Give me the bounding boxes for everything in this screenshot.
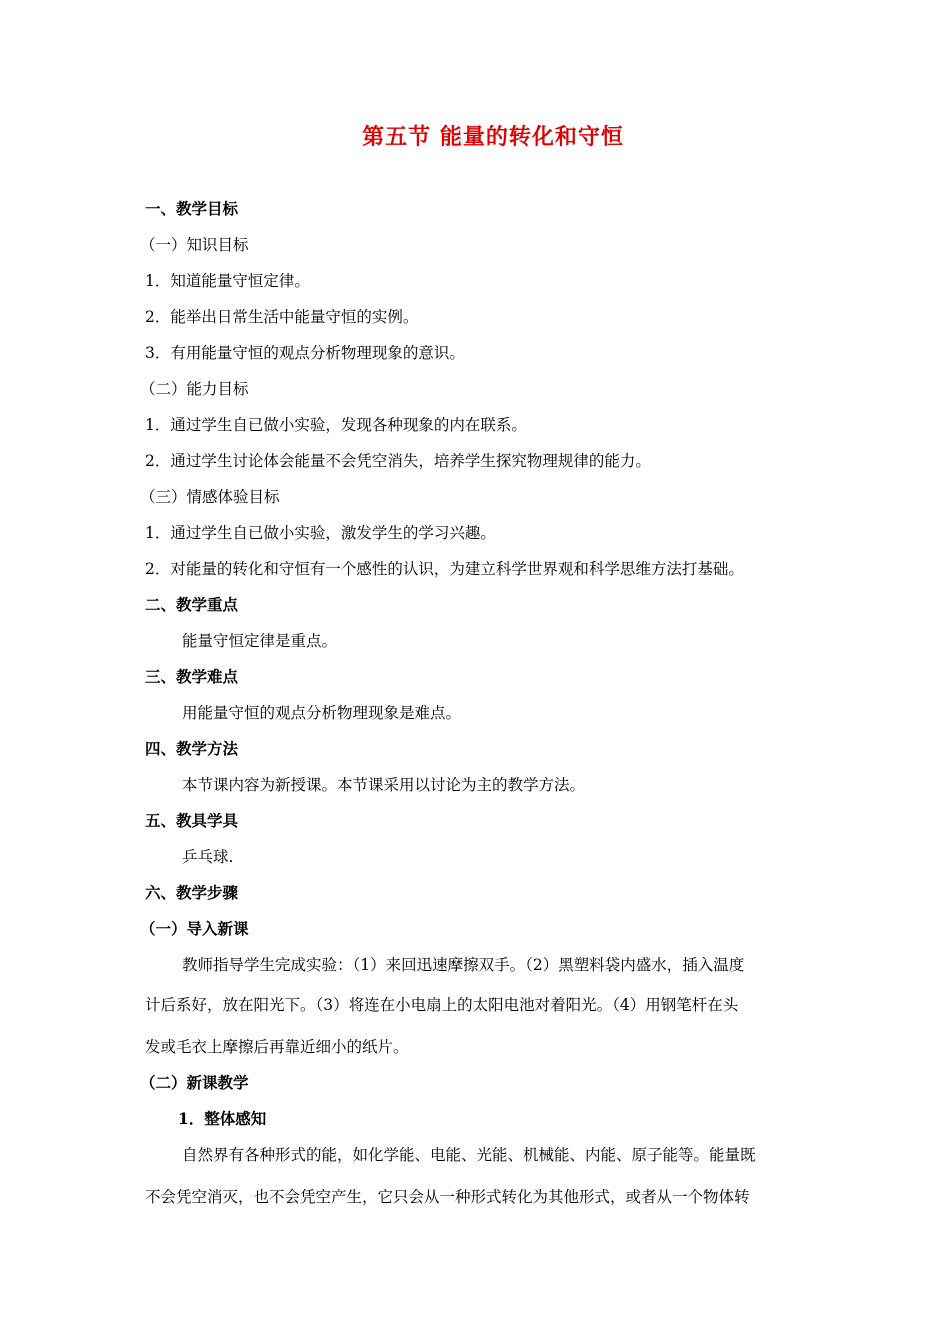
subheading-new-lesson: （二）新课教学 bbox=[140, 1073, 249, 1092]
list-item: 1．通过学生自已做小实验，激发学生的学习兴趣。 bbox=[145, 524, 496, 542]
list-item: 1．通过学生自已做小实验，发现各种现象的内在联系。 bbox=[145, 416, 527, 434]
paragraph: 能量守恒定律是重点。 bbox=[182, 632, 338, 650]
list-item: 2．对能量的转化和守恒有一个感性的认识，为建立科学世界观和科学思维方法打基础。 bbox=[145, 560, 744, 578]
subheading-overall-perception: 1．整体感知 bbox=[178, 1109, 267, 1128]
paragraph-line: 教师指导学生完成实验：（1）来回迅速摩擦双手。（2）黑塑料袋内盛水，插入温度 bbox=[182, 956, 745, 974]
paragraph: 本节课内容为新授课。本节课采用以讨论为主的教学方法。 bbox=[182, 776, 586, 794]
heading-teaching-aids: 五、教具学具 bbox=[145, 811, 239, 830]
paragraph: 乒乓球. bbox=[182, 848, 234, 866]
page-title: 第五节 能量的转化和守恒 bbox=[362, 124, 624, 150]
list-item: 3．有用能量守恒的观点分析物理现象的意识。 bbox=[145, 344, 465, 362]
subheading-introduction: （一）导入新课 bbox=[140, 919, 249, 938]
paragraph-line: 计后系好，放在阳光下。（3）将连在小电扇上的太阳电池对着阳光。（4）用钢笔杆在头 bbox=[145, 996, 739, 1014]
paragraph-line: 发或毛衣上摩擦后再靠近细小的纸片。 bbox=[145, 1038, 409, 1056]
paragraph-line: 自然界有各种形式的能，如化学能、电能、光能、机械能、内能、原子能等。能量既 bbox=[182, 1146, 756, 1164]
heading-teaching-objectives: 一、教学目标 bbox=[145, 199, 239, 218]
heading-difficult-points: 三、教学难点 bbox=[145, 667, 239, 686]
heading-key-points: 二、教学重点 bbox=[145, 595, 239, 614]
list-item: 2．通过学生讨论体会能量不会凭空消失，培养学生探究物理规律的能力。 bbox=[145, 452, 651, 470]
subheading-emotional-objectives: （三）情感体验目标 bbox=[140, 488, 280, 506]
list-item: 2．能举出日常生活中能量守恒的实例。 bbox=[145, 308, 419, 326]
heading-teaching-method: 四、教学方法 bbox=[145, 739, 239, 758]
list-item: 1．知道能量守恒定律。 bbox=[145, 272, 310, 290]
heading-teaching-steps: 六、教学步骤 bbox=[145, 883, 239, 902]
paragraph-line: 不会凭空消灭，也不会凭空产生，它只会从一种形式转化为其他形式，或者从一个物体转 bbox=[145, 1188, 750, 1206]
paragraph: 用能量守恒的观点分析物理现象是难点。 bbox=[182, 704, 462, 722]
subheading-knowledge-objectives: （一）知识目标 bbox=[140, 236, 249, 254]
subheading-ability-objectives: （二）能力目标 bbox=[140, 380, 249, 398]
